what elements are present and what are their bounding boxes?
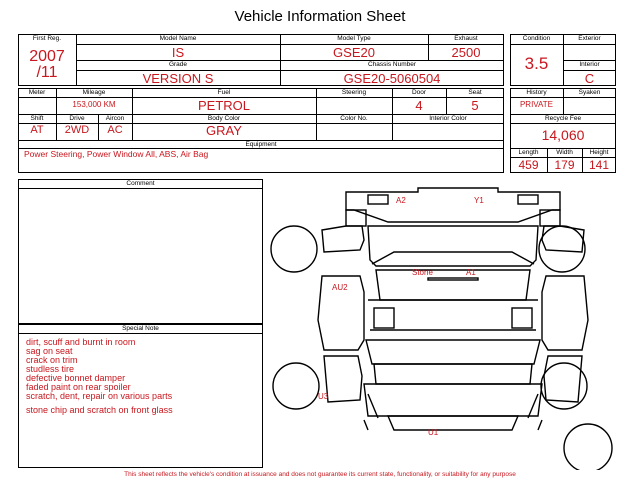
syaken-label: Syaken xyxy=(578,89,601,96)
damage-mark-a1: A1 xyxy=(466,268,476,277)
special-note-item: faded paint on rear spoiler xyxy=(26,382,131,392)
damage-mark-a2: A2 xyxy=(396,196,406,205)
color-no-label: Color No. xyxy=(340,115,368,122)
fuel-label: Fuel xyxy=(217,89,231,96)
drive-label: Drive xyxy=(69,115,85,122)
model-name-label: Model Name xyxy=(159,35,197,42)
special-note-item: sag on seat xyxy=(26,346,73,356)
condition-value: 3.5 xyxy=(524,54,549,73)
seat-value: 5 xyxy=(471,98,479,113)
equipment-label: Equipment xyxy=(245,141,277,148)
damage-mark-y1: Y1 xyxy=(474,196,484,205)
steering-label: Steering xyxy=(341,89,367,96)
exhaust-value: 2500 xyxy=(451,45,481,60)
damage-mark-u3: U3 xyxy=(318,392,329,401)
aircon-label: Aircon xyxy=(105,115,125,122)
length-value: 459 xyxy=(518,158,539,172)
disclaimer-footer: This sheet reflects the vehicle's condition at issuance and does not guarantee its current state, functionality, or suitability for any purpose xyxy=(124,471,516,478)
mileage-label: Mileage xyxy=(82,89,106,96)
car-damage-diagram xyxy=(268,180,618,470)
damage-mark-au2: AU2 xyxy=(332,283,348,292)
recycle-fee-label: Recycle Fee xyxy=(544,115,582,122)
shift-value: AT xyxy=(30,124,44,136)
special-note-item: defective bonnet damper xyxy=(26,373,126,383)
width-value: 179 xyxy=(554,158,575,172)
comment-label: Comment xyxy=(126,180,155,187)
interior-color-label: Interior Color xyxy=(429,115,467,122)
special-note-label: Special Note xyxy=(122,325,159,332)
door-label: Door xyxy=(411,89,427,96)
seat-label: Seat xyxy=(468,89,482,96)
interior-value: C xyxy=(584,71,595,86)
drive-value: 2WD xyxy=(64,124,90,136)
first-reg-label: First Reg. xyxy=(32,35,62,42)
exterior-label: Exterior xyxy=(578,35,601,42)
sheet-title: Vehicle Information Sheet xyxy=(234,8,406,25)
body-color-value: GRAY xyxy=(206,123,242,138)
special-note-item: crack on trim xyxy=(26,355,78,365)
special-note-item: studless tire xyxy=(26,364,75,374)
recycle-fee-value: 14,060 xyxy=(541,127,585,143)
equipment-value: Power Steering, Power Window All, ABS, Air Bag xyxy=(24,149,209,159)
fuel-value: PETROL xyxy=(197,98,250,113)
chassis-number-value: GSE20-5060504 xyxy=(343,71,441,86)
special-note-item: scratch, dent, repair on various parts xyxy=(26,391,173,401)
first-reg-year: 2007 xyxy=(29,48,65,65)
grade-value: VERSION S xyxy=(142,71,214,86)
history-value: PRIVATE xyxy=(519,100,554,109)
grade-label: Grade xyxy=(168,61,188,68)
special-note-item: dirt, scuff and burnt in room xyxy=(26,337,136,347)
history-label: History xyxy=(526,89,547,96)
chassis-number-label: Chassis Number xyxy=(367,61,417,68)
model-type-label: Model Type xyxy=(337,35,371,42)
aircon-value: AC xyxy=(107,124,123,136)
exhaust-label: Exhaust xyxy=(454,35,478,42)
special-note-item: stone chip and scratch on front glass xyxy=(26,405,173,415)
interior-label: Interior xyxy=(579,61,600,68)
body-color-label: Body Color xyxy=(207,115,241,122)
comment-box xyxy=(18,179,263,324)
condition-label: Condition xyxy=(522,35,551,42)
model-type-value: GSE20 xyxy=(333,45,375,60)
meter-label: Meter xyxy=(28,89,46,96)
damage-mark-u1: U1 xyxy=(428,428,439,437)
width-label: Width xyxy=(556,149,573,156)
damage-mark-stone: Stone xyxy=(412,268,433,277)
length-label: Length xyxy=(518,149,539,156)
first-reg-month: /11 xyxy=(36,64,58,81)
model-name-value: IS xyxy=(171,45,185,60)
height-value: 141 xyxy=(588,158,610,172)
shift-label: Shift xyxy=(30,115,44,122)
mileage-value: 153,000 KM xyxy=(72,100,116,109)
height-label: Height xyxy=(589,149,609,156)
door-value: 4 xyxy=(415,98,423,113)
